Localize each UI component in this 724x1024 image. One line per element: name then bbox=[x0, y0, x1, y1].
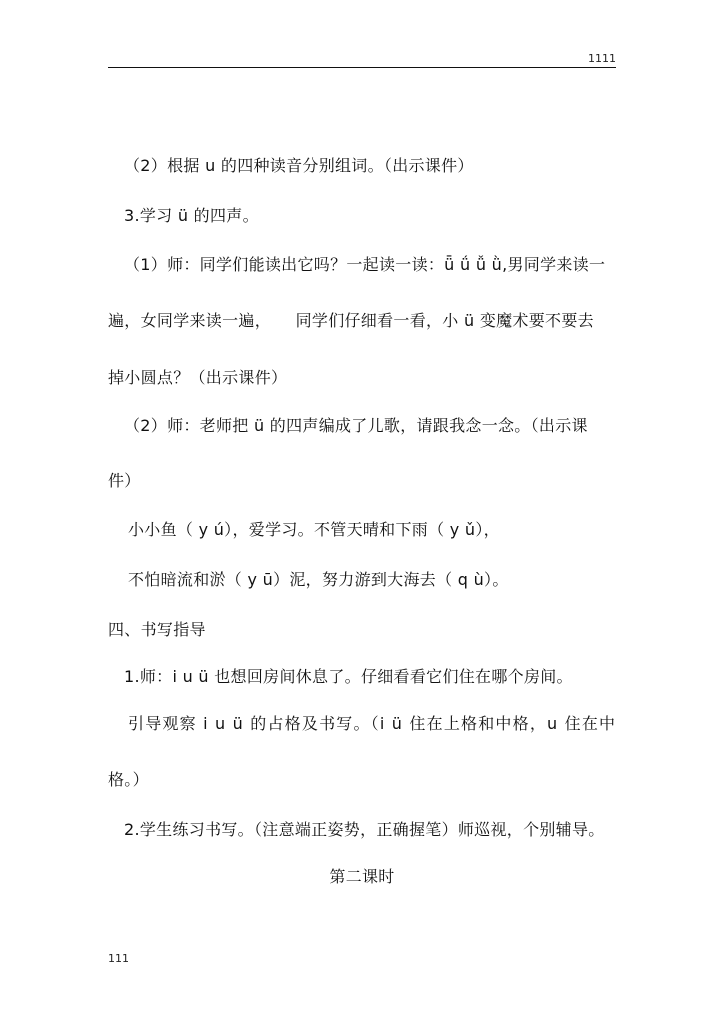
paragraph-line: 1.师：i u ü 也想回房间休息了。仔细看看它们住在哪个房间。 bbox=[124, 667, 573, 686]
paragraph-line: 3.学习 ü 的四声。 bbox=[124, 206, 259, 225]
paragraph-line: 小小鱼（ y ú），爱学习。不管天晴和下雨（ y ǔ）， bbox=[128, 520, 500, 539]
page-footer-number: 111 bbox=[108, 952, 129, 965]
paragraph-line: 格。） bbox=[108, 770, 149, 789]
header-rule bbox=[108, 67, 616, 68]
paragraph-line: 遍，女同学来读一遍， 同学们仔细看一看，小 ü 变魔术要不要去 bbox=[108, 311, 594, 330]
paragraph-line: 2.学生练习书写。（注意端正姿势，正确握笔）师巡视，个别辅导。 bbox=[124, 820, 605, 839]
paragraph-line: 掉小圆点？（出示课件） bbox=[108, 368, 288, 387]
paragraph-line: 件） bbox=[108, 471, 141, 490]
paragraph-line: （2）根据 u 的四种读音分别组词。（出示课件） bbox=[124, 156, 474, 175]
page-header-number: 1111 bbox=[588, 52, 616, 65]
section-heading: 四、书写指导 bbox=[108, 620, 206, 639]
paragraph-line: 不怕暗流和淤（ y ū）泥，努力游到大海去（ q ù）。 bbox=[128, 570, 509, 589]
paragraph-line: 引导观察 i u ü 的占格及书写。（i ü 住在上格和中格，u 住在中 bbox=[128, 714, 617, 733]
lesson-title: 第二课时 bbox=[329, 867, 395, 886]
paragraph-line: （2）师：老师把 ü 的四声编成了儿歌，请跟我念一念。（出示课 bbox=[124, 416, 588, 435]
paragraph-line: （1）师：同学们能读出它吗？一起读一读：ǖ ǘ ǚ ǜ,男同学来读一 bbox=[124, 255, 606, 274]
